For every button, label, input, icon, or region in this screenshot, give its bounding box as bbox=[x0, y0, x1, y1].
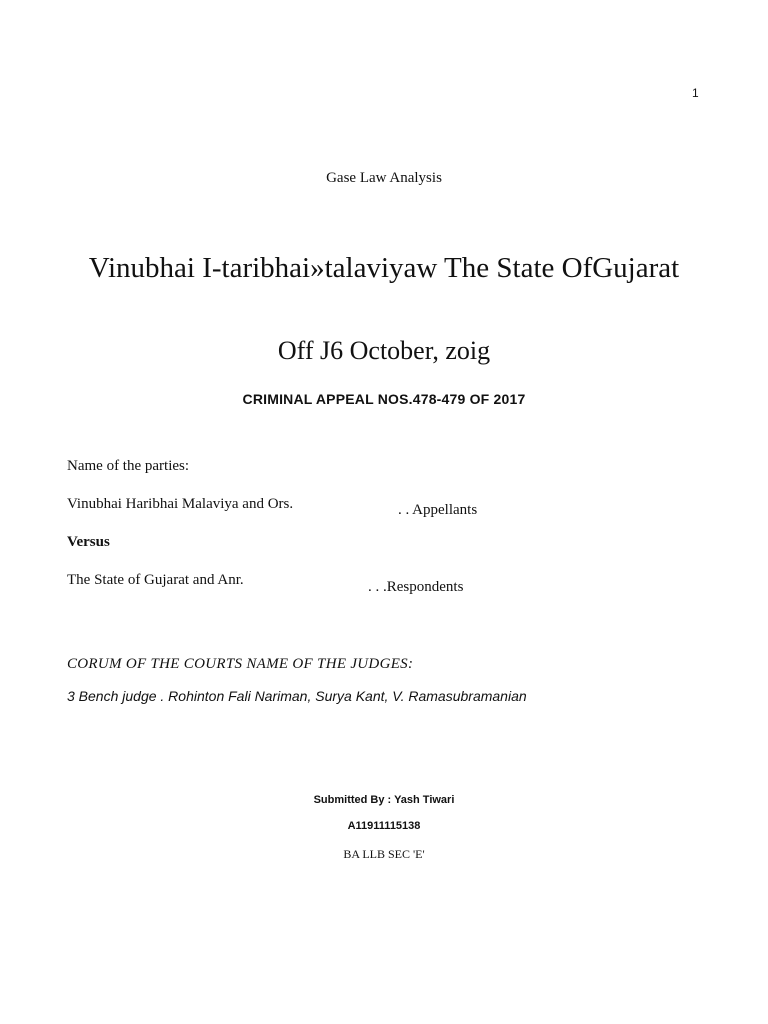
submitted-by: Submitted By : Yash Tiwari bbox=[313, 794, 455, 806]
parties-heading: Name of the parties: bbox=[67, 458, 190, 474]
page-number: 1 bbox=[692, 86, 699, 100]
case-date: Off J6 October, zoig bbox=[277, 336, 491, 365]
respondent-role: . . .Respondents bbox=[368, 579, 464, 595]
judges-names: 3 Bench judge . Rohinton Fali Nariman, Surya Kant, V. Ramasubramanian bbox=[67, 688, 527, 704]
respondent-name: The State of Gujarat and Anr. bbox=[67, 572, 244, 588]
judges-heading: CORUM OF THE COURTS NAME OF THE JUDGES: bbox=[67, 656, 414, 672]
versus-label: Versus bbox=[67, 534, 110, 550]
roll-number: A11911115138 bbox=[347, 820, 421, 832]
course-section: BA LLB SEC 'E' bbox=[343, 847, 425, 861]
appellant-name: Vinubhai Haribhai Malaviya and Ors. bbox=[67, 496, 294, 512]
appellant-role: . . Appellants bbox=[398, 502, 478, 518]
appeal-number: CRIMINAL APPEAL NOS.478-479 OF 2017 bbox=[242, 391, 526, 407]
document-label: Gase Law Analysis bbox=[326, 170, 442, 186]
case-title: Vinubhai I-taribhai»talaviyaw The State OfGujarat bbox=[88, 252, 680, 284]
